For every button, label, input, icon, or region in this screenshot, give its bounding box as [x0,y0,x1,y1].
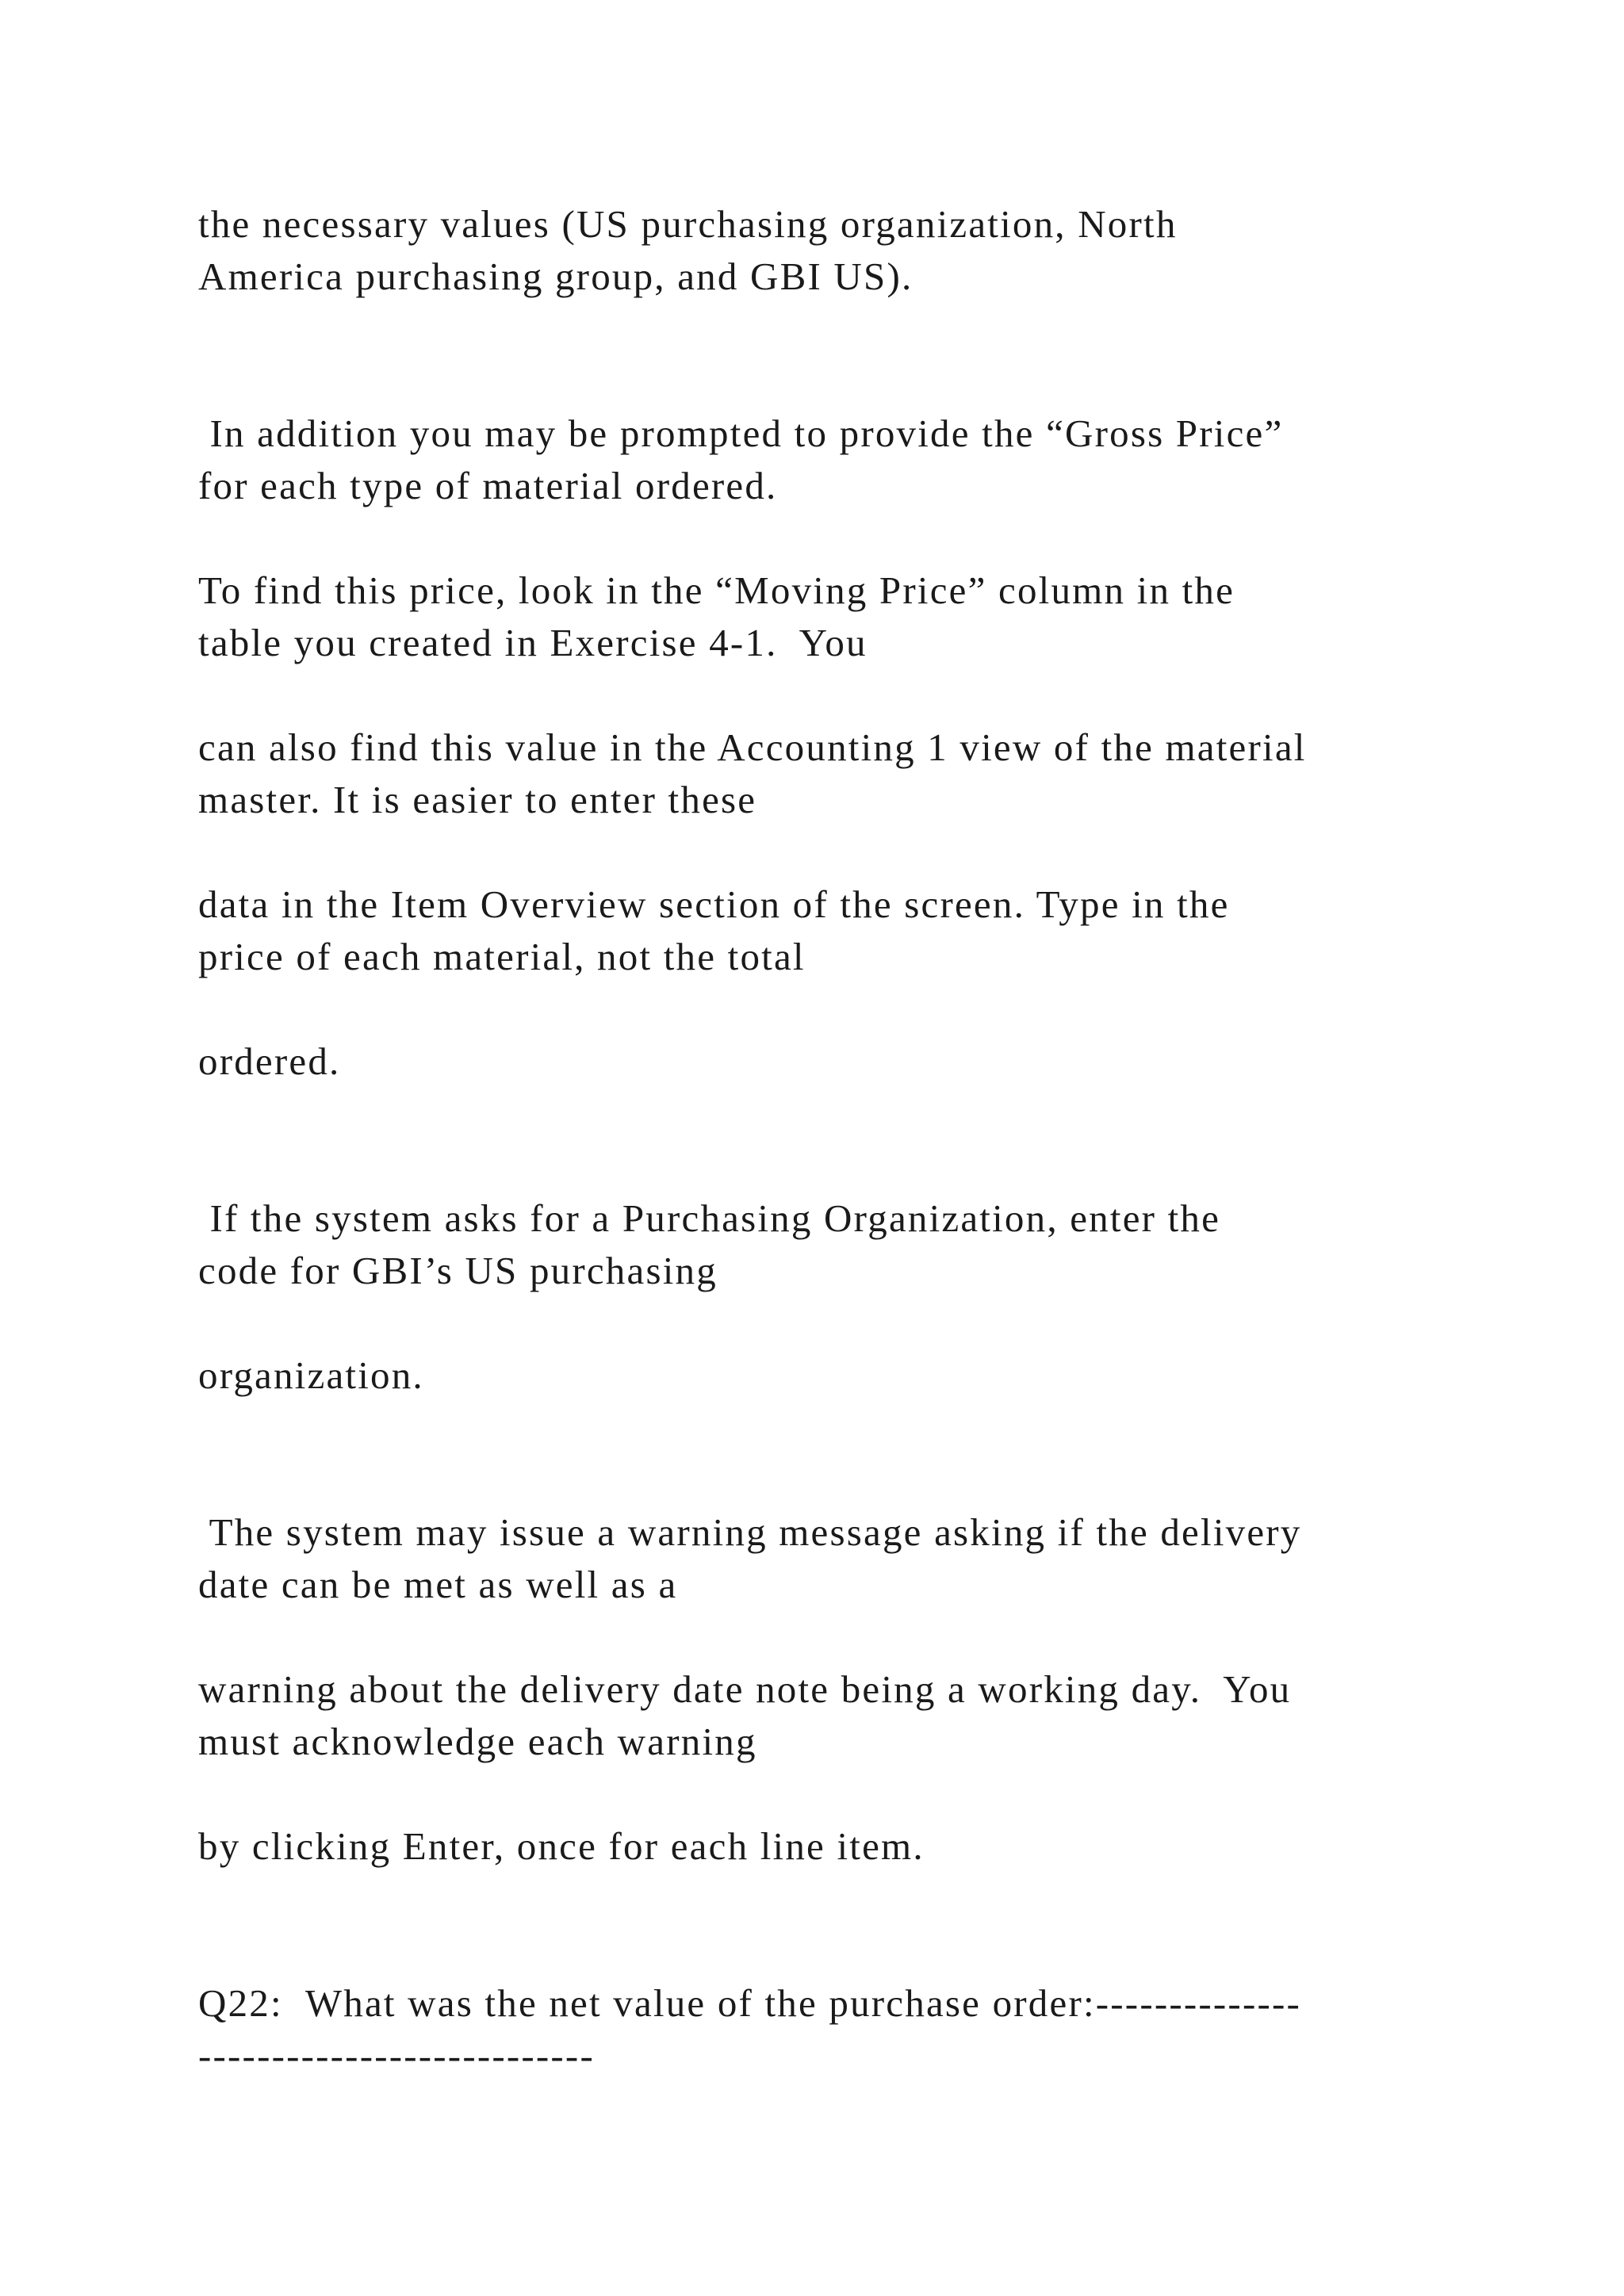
text-line: organization. [198,1353,424,1397]
text-line: by clicking Enter, once for each line item. [198,1824,925,1868]
text-line: The system may issue a warning message asking if the delivery [198,1510,1302,1554]
text-line: To find this price, look in the “Moving Price” column in the [198,568,1235,612]
text-line: In addition you may be prompted to provide the “Gross Price” [198,411,1284,455]
text-line: date can be met as well as a [198,1563,678,1606]
text-line: the necessary values (US purchasing organization, North [198,202,1178,246]
text-line: table you created in Exercise 4-1. You [198,621,868,664]
question-line: Q22: What was the net value of the purchase order:-------------- [198,1981,1302,2025]
text-line: master. It is easier to enter these [198,778,757,821]
text-line: must acknowledge each warning [198,1720,757,1763]
text-line: data in the Item Overview section of the screen. Type in the [198,882,1230,926]
text-line: ordered. [198,1039,341,1083]
text-line: warning about the delivery date note being a working day. You [198,1667,1292,1711]
answer-dash-line: --------------------------- [198,2034,595,2077]
text-line: can also find this value in the Accounting 1 view of the material [198,725,1307,769]
text-line: price of each material, not the total [198,935,806,978]
text-line: America purchasing group, and GBI US). [198,254,914,298]
text-line: for each type of material ordered. [198,464,778,507]
text-line: If the system asks for a Purchasing Organization, enter the [198,1196,1221,1240]
text-line: code for GBI’s US purchasing [198,1249,718,1292]
